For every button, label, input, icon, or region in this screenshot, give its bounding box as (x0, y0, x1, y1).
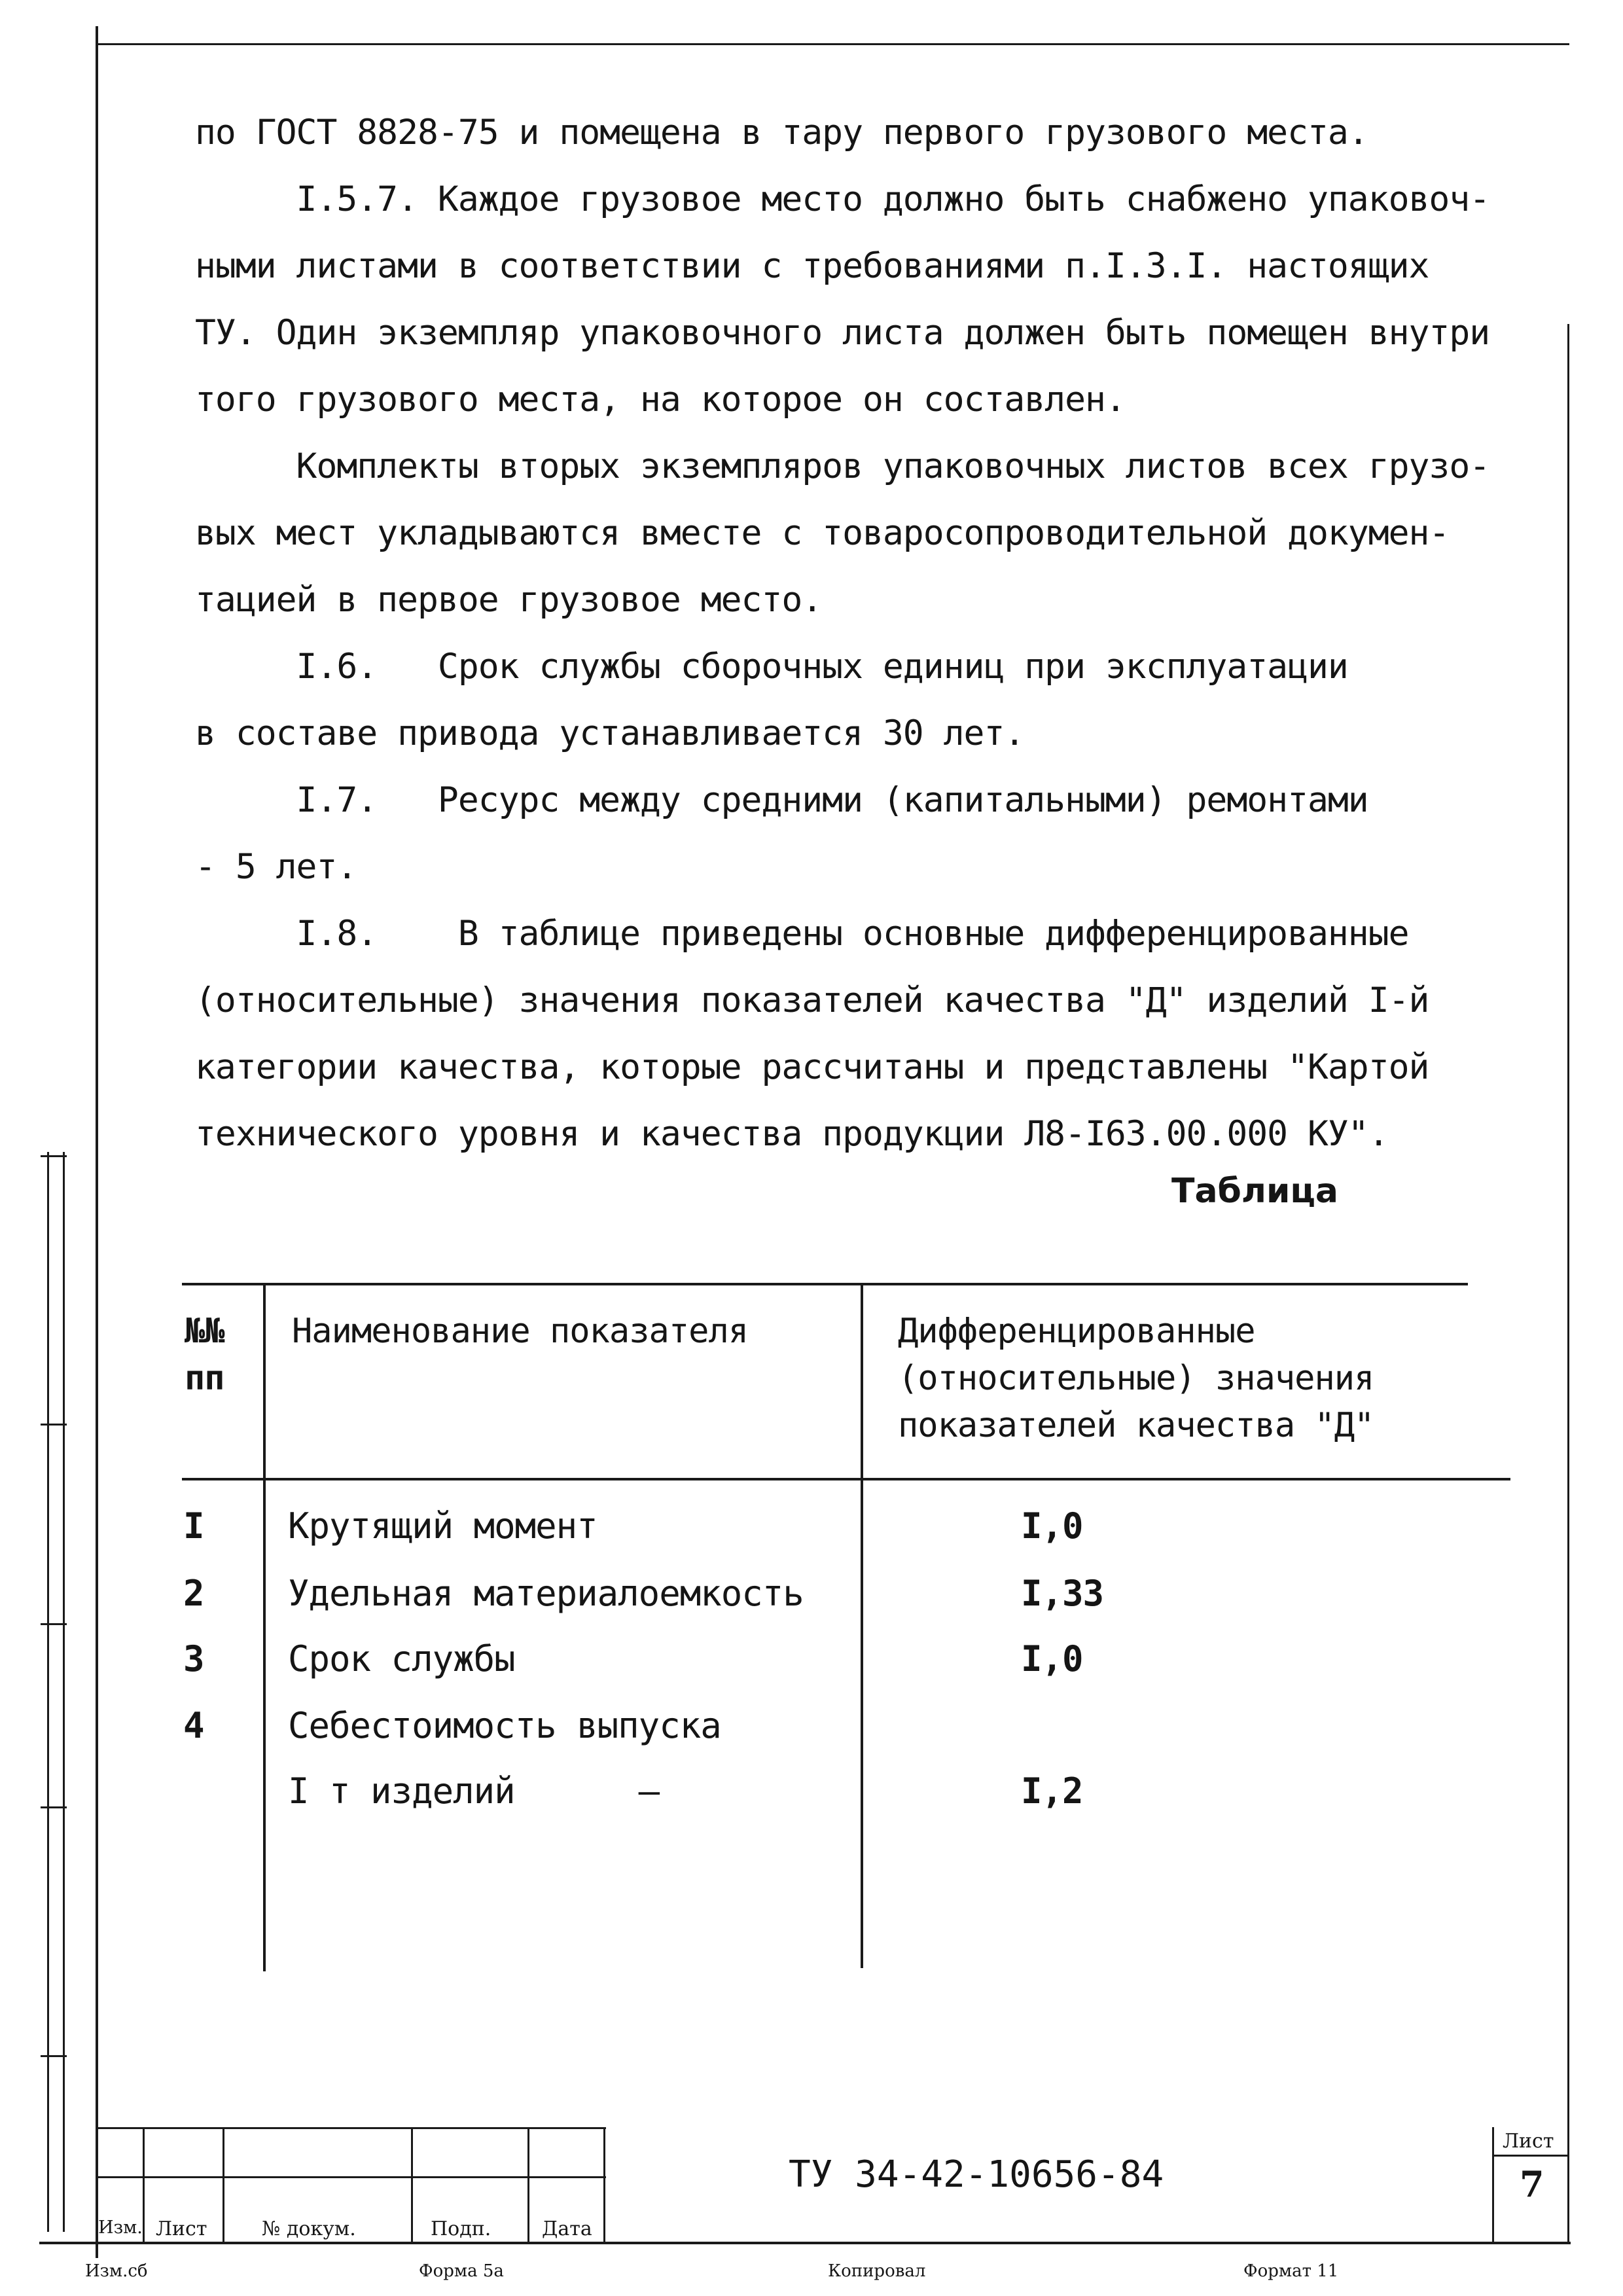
sheet-box-left (1492, 2127, 1494, 2244)
row-name: Удельная материалоемкость (288, 1573, 804, 1614)
row-num: 3 (183, 1638, 204, 1679)
title-block-col (143, 2127, 145, 2244)
frame-top-line (97, 43, 1569, 45)
sheet-label: Лист (1503, 2130, 1554, 2153)
binding-strip-vertical (63, 1152, 65, 2232)
title-block-col (527, 2127, 529, 2244)
row-value: I,2 (1021, 1770, 1083, 1812)
body-line: I.8. В таблице приведены основные дифференцированные (195, 914, 1409, 954)
title-block-top-rule (96, 2127, 606, 2129)
frame-bottom-line (39, 2242, 1571, 2244)
footer-format: Формат 11 (1243, 2261, 1339, 2281)
binding-strip-mark (41, 1623, 67, 1625)
col-label: Лист (156, 2217, 207, 2240)
body-line: Комплекты вторых экземпляров упаковочных листов всех грузо- (195, 446, 1490, 486)
footer-copied: Копировал (828, 2261, 926, 2281)
document-number: ТУ 34-42-10656-84 (789, 2153, 1164, 2196)
table-header-rule (182, 1478, 1510, 1480)
binding-strip-mark (41, 2055, 67, 2057)
row-name: Срок службы (288, 1638, 515, 1679)
table-col-divider (861, 1284, 863, 1968)
col-label: № докум. (262, 2217, 356, 2240)
body-line: I.6. Срок службы сборочных единиц при эксплуатации (195, 647, 1348, 687)
col-label: Изм. (98, 2217, 143, 2238)
body-line: того грузового места, на которое он составлен. (195, 380, 1126, 420)
row-value: I,0 (1021, 1638, 1083, 1679)
body-line: - 5 лет. (195, 847, 357, 887)
sheet-number: 7 (1520, 2163, 1544, 2205)
row-num: 4 (183, 1705, 204, 1746)
body-line: ными листами в соответствии с требованиями п.I.3.I. настоящих (195, 246, 1429, 286)
row-value: I,33 (1021, 1573, 1104, 1614)
title-block-col (411, 2127, 413, 2244)
footer-form: Форма 5а (419, 2261, 504, 2281)
title-block-mid-rule (96, 2176, 606, 2178)
header-name: Наименование показателя (292, 1312, 749, 1351)
row-name: Себестоимость выпуска (288, 1705, 721, 1746)
col-label: Подп. (431, 2217, 491, 2240)
row-name: I т изделий — (288, 1770, 660, 1812)
title-block-col (603, 2127, 605, 2244)
table-caption: Таблица (1171, 1172, 1339, 1211)
row-num: I (183, 1505, 204, 1547)
body-line: категории качества, которые рассчитаны и представлены "Картой (195, 1047, 1429, 1087)
sheet-box-rule (1492, 2155, 1569, 2157)
header-num: №№ пп (185, 1312, 224, 1398)
body-line: вых мест укладываются вместе с товаросопроводительной докумен- (195, 513, 1450, 553)
header-value: Дифференцированные (относительные) значения показателей качества "Д" (898, 1312, 1374, 1445)
body-line: в составе привода устанавливается 30 лет. (195, 713, 1025, 753)
binding-strip-mark (41, 1155, 67, 1157)
table-top-rule (182, 1283, 1468, 1285)
row-name: Крутящий момент (288, 1505, 597, 1547)
binding-strip-mark (41, 1424, 67, 1426)
body-line: (относительные) значения показателей качества "Д" изделий I-й (195, 980, 1429, 1020)
table-col-divider (263, 1284, 266, 1971)
body-line: I.5.7. Каждое грузовое место должно быть снабжено упаковоч- (195, 179, 1490, 219)
body-line: I.7. Ресурс между средними (капитальными) ремонтами (195, 780, 1368, 820)
body-line: технического уровня и качества продукции Л8-I63.00.000 КУ". (195, 1114, 1389, 1154)
row-value: I,0 (1021, 1505, 1083, 1547)
binding-strip-mark (41, 1806, 67, 1808)
body-line: тацией в первое грузовое место. (195, 580, 823, 620)
body-line: ТУ. Один экземпляр упаковочного листа должен быть помещен внутри (195, 313, 1490, 353)
title-block-col (223, 2127, 224, 2244)
binding-strip-vertical (47, 1152, 49, 2232)
row-num: 2 (183, 1573, 204, 1614)
body-line: по ГОСТ 8828-75 и помещена в тару первого грузового места. (195, 113, 1368, 152)
col-label: Дата (542, 2217, 592, 2240)
footer-left: Изм.сб (85, 2261, 148, 2281)
frame-left-line (96, 26, 98, 2258)
frame-right-line (1567, 324, 1569, 2242)
